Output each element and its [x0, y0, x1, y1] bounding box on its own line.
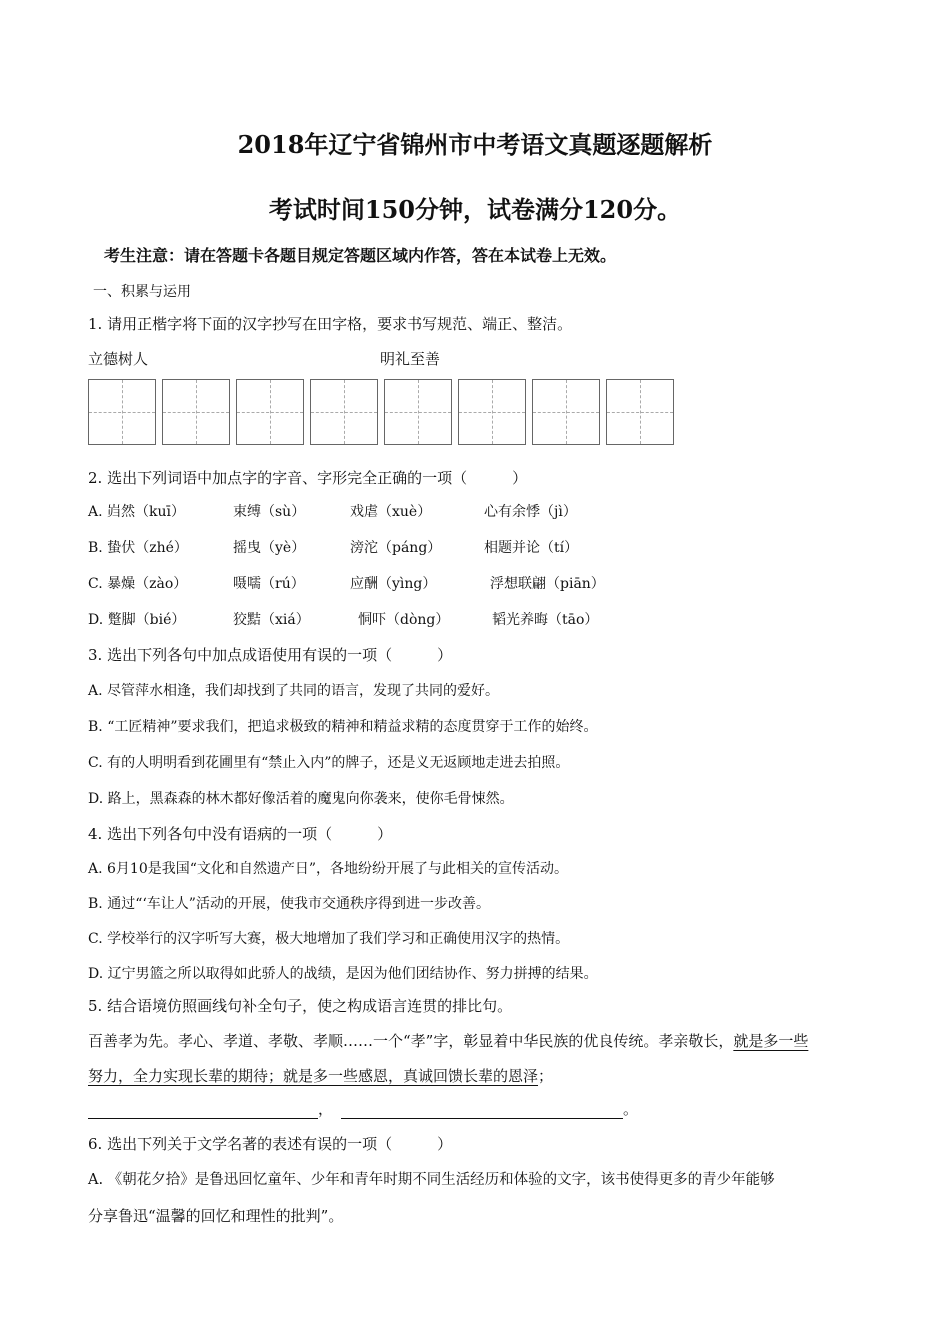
blank-separator: ， — [318, 1100, 334, 1118]
question-4-option-d: D. 辽宁男篮之所以取得如此骄人的战绩，是因为他们团结协作、努力拼搏的结果。 — [88, 966, 598, 982]
option-word: 束缚（sù） — [233, 504, 306, 520]
tianzige-cell[interactable] — [310, 379, 378, 445]
tianzige-cell[interactable] — [236, 379, 304, 445]
blank-end: 。 — [623, 1100, 639, 1118]
option-word: 恫吓（dòng） — [358, 612, 450, 628]
question-5-punct: ； — [538, 1067, 554, 1085]
option-word: 嗫嚅（rú） — [233, 576, 305, 592]
question-5-text-line-2 — [88, 1065, 553, 1086]
question-1-stem: 1. 请用正楷字将下面的汉字抄写在田字格，要求书写规范、端正、整洁。 — [88, 315, 573, 333]
option-word: 滂沱（páng） — [350, 540, 442, 556]
question-5-text: 百善孝为先。孝心、孝道、孝敬、孝顺……一个“孝”字，彰显着中华民族的优良传统。孝亲敬长， — [88, 1032, 734, 1050]
question-4-option-a: A. 6月10是我国“文化和自然遗产日”，各地纷纷开展了与此相关的宣传活动。 — [88, 861, 569, 877]
answer-blank-2[interactable] — [341, 1104, 623, 1119]
question-1-phrase-right: 明礼至善 — [380, 350, 441, 368]
option-word: A. 岿然（kuī） — [88, 504, 185, 520]
section-heading: 一、积累与运用 — [93, 284, 191, 300]
page-subtitle: 考试时间150分钟，试卷满分120分。 — [268, 195, 682, 224]
page-title: 2018年辽宁省锦州市中考语文真题逐题解析 — [237, 130, 713, 159]
option-word: 心有余悸（jì） — [484, 504, 577, 520]
question-3-option-c: C. 有的人明明看到花圃里有“禁止入内”的牌子，还是义无返顾地走进去拍照。 — [88, 755, 570, 771]
question-5-text-line-1 — [88, 1030, 808, 1051]
option-word: B. 蛰伏（zhé） — [88, 540, 188, 556]
option-word: D. 蹩脚（bié） — [88, 612, 186, 628]
question-6-stem: 6. 选出下列关于文学名著的表述有误的一项（ ） — [88, 1135, 453, 1153]
option-word: 相题并论（tí） — [484, 540, 579, 556]
tianzige-cell[interactable] — [384, 379, 452, 445]
question-5-stem: 5. 结合语境仿照画线句补全句子，使之构成语言连贯的排比句。 — [88, 997, 513, 1015]
option-word: C. 暴燥（zào） — [88, 576, 188, 592]
question-4-option-b: B. 通过“‘车让人”活动的开展，使我市交通秩序得到进一步改善。 — [88, 896, 490, 912]
tianzige-grid — [88, 379, 678, 447]
question-4-option-c: C. 学校举行的汉字听写大赛，极大地增加了我们学习和正确使用汉字的热情。 — [88, 931, 570, 947]
question-3-option-d: D. 路上，黑森森的林木都好像活着的魔鬼向你袭来，使你毛骨悚然。 — [88, 791, 514, 807]
answer-blank-1[interactable] — [88, 1104, 318, 1119]
option-word: 戏虐（xuè） — [350, 504, 432, 520]
option-word: 狡黠（xiá） — [233, 612, 310, 628]
exam-notice: 考生注意：请在答题卡各题目规定答题区域内作答，答在本试卷上无效。 — [104, 246, 617, 265]
question-4-stem: 4. 选出下列各句中没有语病的一项（ ） — [88, 825, 393, 843]
question-5-underlined-sentence: 就是多一些 — [733, 1032, 809, 1050]
question-3-option-b: B. “工匠精神”要求我们，把追求极致的精神和精益求精的态度贯穿于工作的始终。 — [88, 719, 598, 735]
option-word: 韬光养晦（tāo） — [492, 612, 599, 628]
option-word: 浮想联翩（piān） — [490, 576, 605, 592]
tianzige-cell[interactable] — [606, 379, 674, 445]
question-6-option-a-line-2: 分享鲁迅“温馨的回忆和理性的批判”。 — [88, 1207, 344, 1225]
question-6-option-a-line-1: A. 《朝花夕拾》是鲁迅回忆童年、少年和青年时期不同生活经历和体验的文字，该书使得更多的青少年能够 — [88, 1172, 775, 1188]
tianzige-cell[interactable] — [88, 379, 156, 445]
question-2-stem: 2. 选出下列词语中加点字的字音、字形完全正确的一项（ ） — [88, 469, 528, 487]
tianzige-cell[interactable] — [162, 379, 230, 445]
question-3-stem: 3. 选出下列各句中加点成语使用有误的一项（ ） — [88, 646, 453, 664]
question-5-answer-blanks — [88, 1098, 638, 1119]
question-5-underlined-sentence: 努力，全力实现长辈的期待；就是多一些感恩，真诚回馈长辈的恩泽 — [88, 1067, 539, 1085]
tianzige-cell[interactable] — [532, 379, 600, 445]
question-1-phrase-left: 立德树人 — [88, 350, 149, 368]
option-word: 应酬（yìng） — [350, 576, 437, 592]
tianzige-cell[interactable] — [458, 379, 526, 445]
question-3-option-a: A. 尽管萍水相逢，我们却找到了共同的语言，发现了共同的爱好。 — [88, 683, 500, 699]
option-word: 摇曳（yè） — [233, 540, 306, 556]
